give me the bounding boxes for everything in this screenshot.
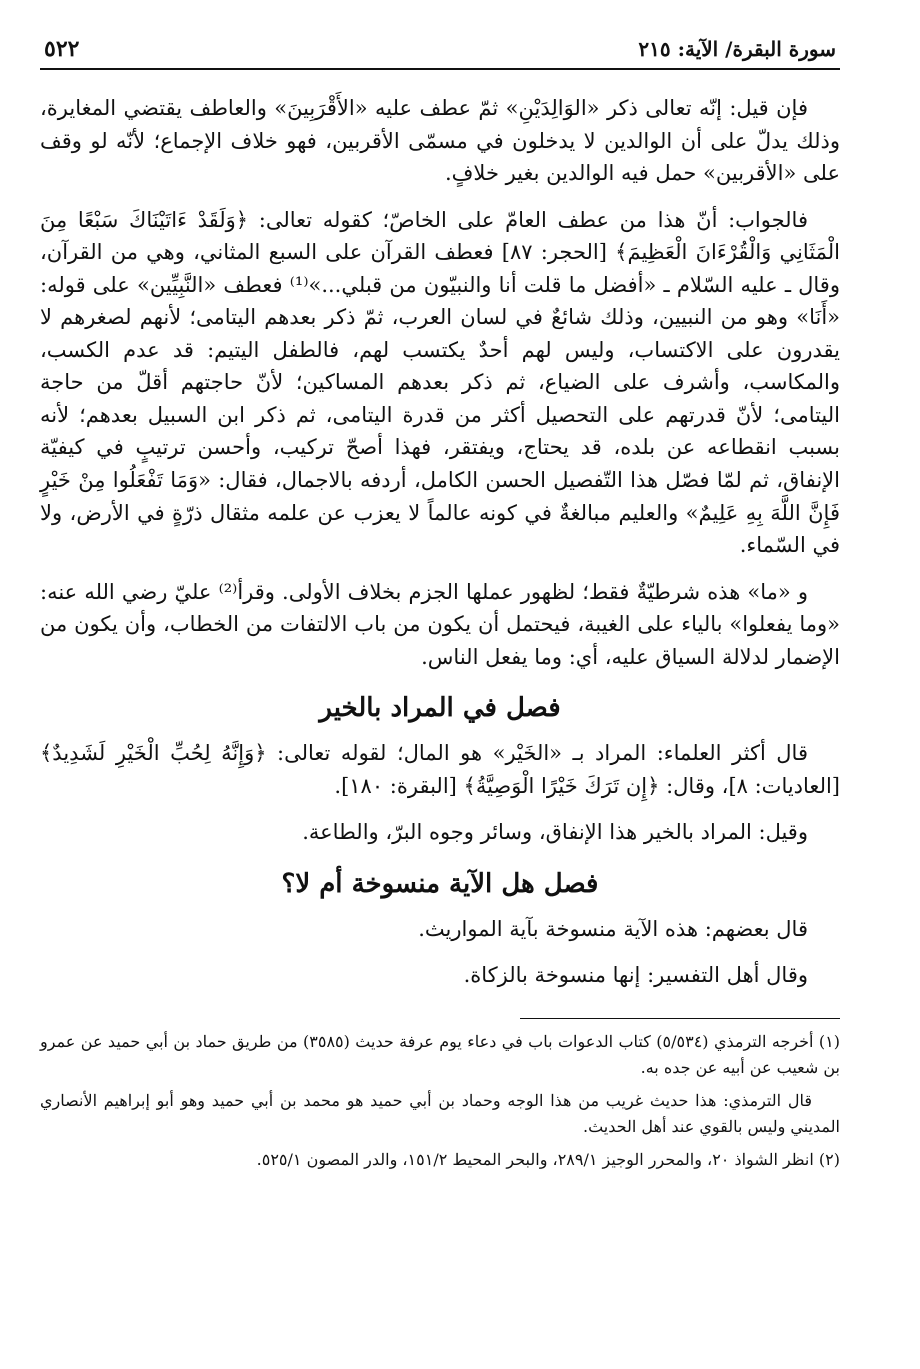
paragraph-answer: فالجواب: أنّ هذا من عطف العامّ على الخاصّ؛ كقوله تعالى: ﴿وَلَقَدْ ءَاتَيْنَاكَ سَبْعًا مِنَ الْمَثَانِي وَالْقُرْءَانَ الْعَظِيمَ﴾ [الحجر: ٨٧] فعطف القرآن على السبع المثاني، وهي من القرآن، وقال ـ عليه السّلام ـ «أفضل ما قلت أنا والنبيّون من قبلي...»⁽¹⁾ فعطف «النَّبِيِّين» على قوله: «أَنَا» وهو من النبيين، وذلك شائعٌ في لسان العرب، ثمّ ذكر بعدهم اليتامى؛ لأنهم لصغرهم لا يقدرون على الاكتساب، وليس لهم أحدٌ يكتسب لهم، فالطفل اليتيم: قد عدم الكسب، والمكاسب، وأشرف على الضياع، ثم ذكر بعدهم المساكين؛ لأنّ حاجتهم أقلّ من حاجة اليتامى؛ لأنّ قدرتهم على التحصيل أكثر من قدرة اليتامى، ثم ذكر ابن السبيل بعدهم؛ لأنه بسبب انقطاعه عن بلده، قد يحتاج، ويفتقر، فهذا أصحّ تركيب، وأحسن ترتيبٍ في كيفيّة الإنفاق، ثم لمّا فصّل هذا التّفصيل الحسن الكامل، أردفه بالاجمال، فقال: «وَمَا تَفْعَلُوا مِنْ خَيْرٍ فَإِنَّ اللَّهَ بِهِ عَلِيمٌ» والعليم مبالغةٌ في كونه عالماً لا يعزب عن علمه مثقال ذرّةٍ في الأرض، ولا في السّماء. (40, 207, 841, 558)
page-number: ٥٢٢ (44, 36, 80, 62)
footnote-2: (٢) انظر الشواذ ٢٠، والمحرر الوجيز ٢٨٩/١، والبحر المحيط ١٥١/٢، والدر المصون ٥٢٥/١. (256, 1150, 840, 1170)
footnotes (40, 1029, 840, 1173)
running-title: سورة البقرة/ الآية: ٢١٥ (638, 37, 836, 61)
footnote-separator (520, 1018, 840, 1019)
paragraph-objection: فإن قيل: إنّه تعالى ذكر «الوَالِدَيْنِ» ثمّ عطف عليه «الأَقْرَبِينَ» والعاطف يقتضي المغايرة، وذلك يدلّ على أن الوالدين لا يدخلون في مسمّى الأقربين، فهو خلاف الإجماع؛ لأنّه لو وقف على «الأقربين» حمل فيه الوالدين بغير خلافٍ. (40, 96, 840, 186)
paragraph-khayr-majority: قال أكثر العلماء: المراد بـ «الخَيْر» هو المال؛ لقوله تعالى: ﴿وَإِنَّهُ لِحُبِّ الْخَيْرِ لَشَدِيدٌ﴾ [العاديات: ٨]، وقال: ﴿إِن تَرَكَ خَيْرًا الْوَصِيَّةُ﴾ [البقرة: ١٨٠]. (40, 741, 840, 798)
page-header (40, 36, 840, 70)
paragraph-abrogation-zakat: وقال أهل التفسير: إنها منسوخة بالزكاة. (463, 963, 808, 988)
section-heading-abrogation: فصل هل الآية منسوخة أم لا؟ (281, 868, 599, 899)
footnote-1-continuation: قال الترمذي: هذا حديث غريب من هذا الوجه وحماد بن أبي حميد هو محمد بن أبي حميد وهو أبو إبراهيم الأنصاري المديني وليس بالقوي عند أهل الحديث. (40, 1091, 840, 1136)
paragraph-abrogation-inheritance: قال بعضهم: هذه الآية منسوخة بآية المواريث. (418, 916, 808, 941)
paragraph-ma-conditional: و «ما» هذه شرطيّةٌ فقط؛ لظهور عملها الجزم بخلاف الأولى. وقرأ⁽²⁾ عليّ رضي الله عنه: «وما يفعلوا» بالياء على الغيبة، فيحتمل أن يكون من باب الالتفات من الخطاب، وأن يكون من الإضمار لدلالة السياق عليه، أي: وما يفعل الناس. (40, 579, 840, 669)
main-text (40, 92, 840, 992)
footnote-1: (١) أخرجه الترمذي (٥/٥٣٤) كتاب الدعوات باب في دعاء يوم عرفة حديث (٣٥٨٥) من طريق حماد بن أبي حميد عن عمرو بن شعيب عن أبيه عن جده به. (40, 1032, 841, 1077)
section-heading-khayr: فصل في المراد بالخير (319, 693, 561, 724)
paragraph-khayr-other: وقيل: المراد بالخير هذا الإنفاق، وسائر وجوه البرّ، والطاعة. (302, 820, 808, 845)
